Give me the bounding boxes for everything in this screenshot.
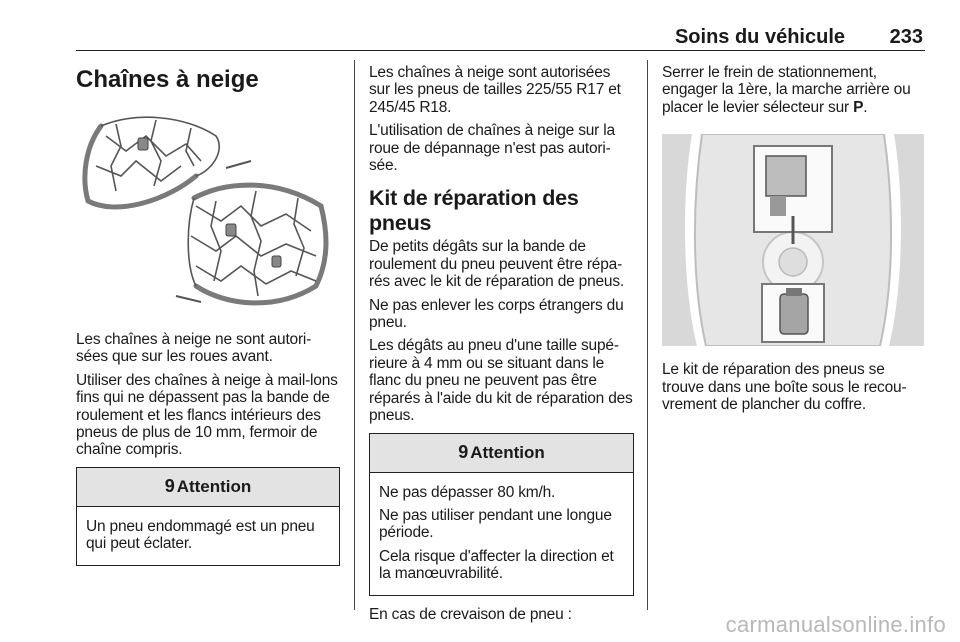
attention-box <box>369 433 634 596</box>
paragraph: Utiliser des chaînes à neige à mail-lons fins qui ne dépassent pas la bande de roulement et les flancs intérieurs des pneus de plus de 10 mm, fermoir de chaîne compris. <box>76 371 338 459</box>
page-header <box>76 0 925 51</box>
paragraph: Le kit de réparation des pneus se trouve dans une boîte sous le recou-vrement de plancher du coffre. <box>662 361 907 414</box>
warning-icon: 9 <box>458 442 469 462</box>
attention-text: Ne pas dépasser 80 km/h. <box>379 483 556 501</box>
attention-text: Cela risque d'affecter la direction et la manœuvrabilité. <box>379 547 614 583</box>
paragraph: Les dégâts au pneu d'une taille supé-rieure à 4 mm ou se situant dans le flanc du pneu ne peuvent pas être réparés à l'aide du kit de réparation des pneus. <box>369 337 633 425</box>
page-number: 233 <box>889 26 923 48</box>
selector-position: P <box>853 98 864 116</box>
column-divider <box>354 60 355 610</box>
attention-box <box>76 467 340 566</box>
repair-kit-illustration <box>662 134 924 346</box>
snow-chains-illustration <box>76 106 338 318</box>
section-heading: Kit de réparation des pneus <box>369 186 579 236</box>
section-heading: Chaînes à neige <box>76 66 259 93</box>
attention-text: Ne pas utiliser pendant une longue période. <box>379 506 612 542</box>
paragraph: De petits dégâts sur la bande de roulement du pneu peuvent être répa-rés avec le kit de réparation de pneus. <box>369 238 624 291</box>
paragraph: Les chaînes à neige ne sont autori-sées que sur les roues avant. <box>76 331 312 366</box>
section-title: Soins du véhicule <box>674 26 845 48</box>
paragraph: En cas de crevaison de pneu : <box>369 605 572 623</box>
attention-header <box>77 468 339 507</box>
paragraph: L'utilisation de chaînes à neige sur la roue de dépannage n'est pas autori-sée. <box>369 122 615 175</box>
column-divider <box>647 60 648 610</box>
paragraph: Serrer le frein de stationnement, engager la 1ère, la marche arrière ou placer le levier sélecteur sur P. <box>662 64 911 116</box>
paragraph: Ne pas enlever les corps étrangers du pneu. <box>369 296 624 332</box>
paragraph: Les chaînes à neige sont autorisées sur les pneus de tailles 225/55 R17 et 245/45 R18. <box>369 64 621 116</box>
column-left <box>76 60 340 566</box>
attention-header <box>370 434 633 473</box>
watermark: carmanualsonline.info <box>725 612 946 637</box>
attention-label: Attention <box>176 476 252 496</box>
attention-text: Un pneu endommagé est un pneu qui peut éclater. <box>86 517 315 553</box>
column-right <box>662 60 926 419</box>
warning-icon: 9 <box>164 476 175 497</box>
attention-label: Attention <box>470 442 545 462</box>
column-middle <box>369 60 634 629</box>
